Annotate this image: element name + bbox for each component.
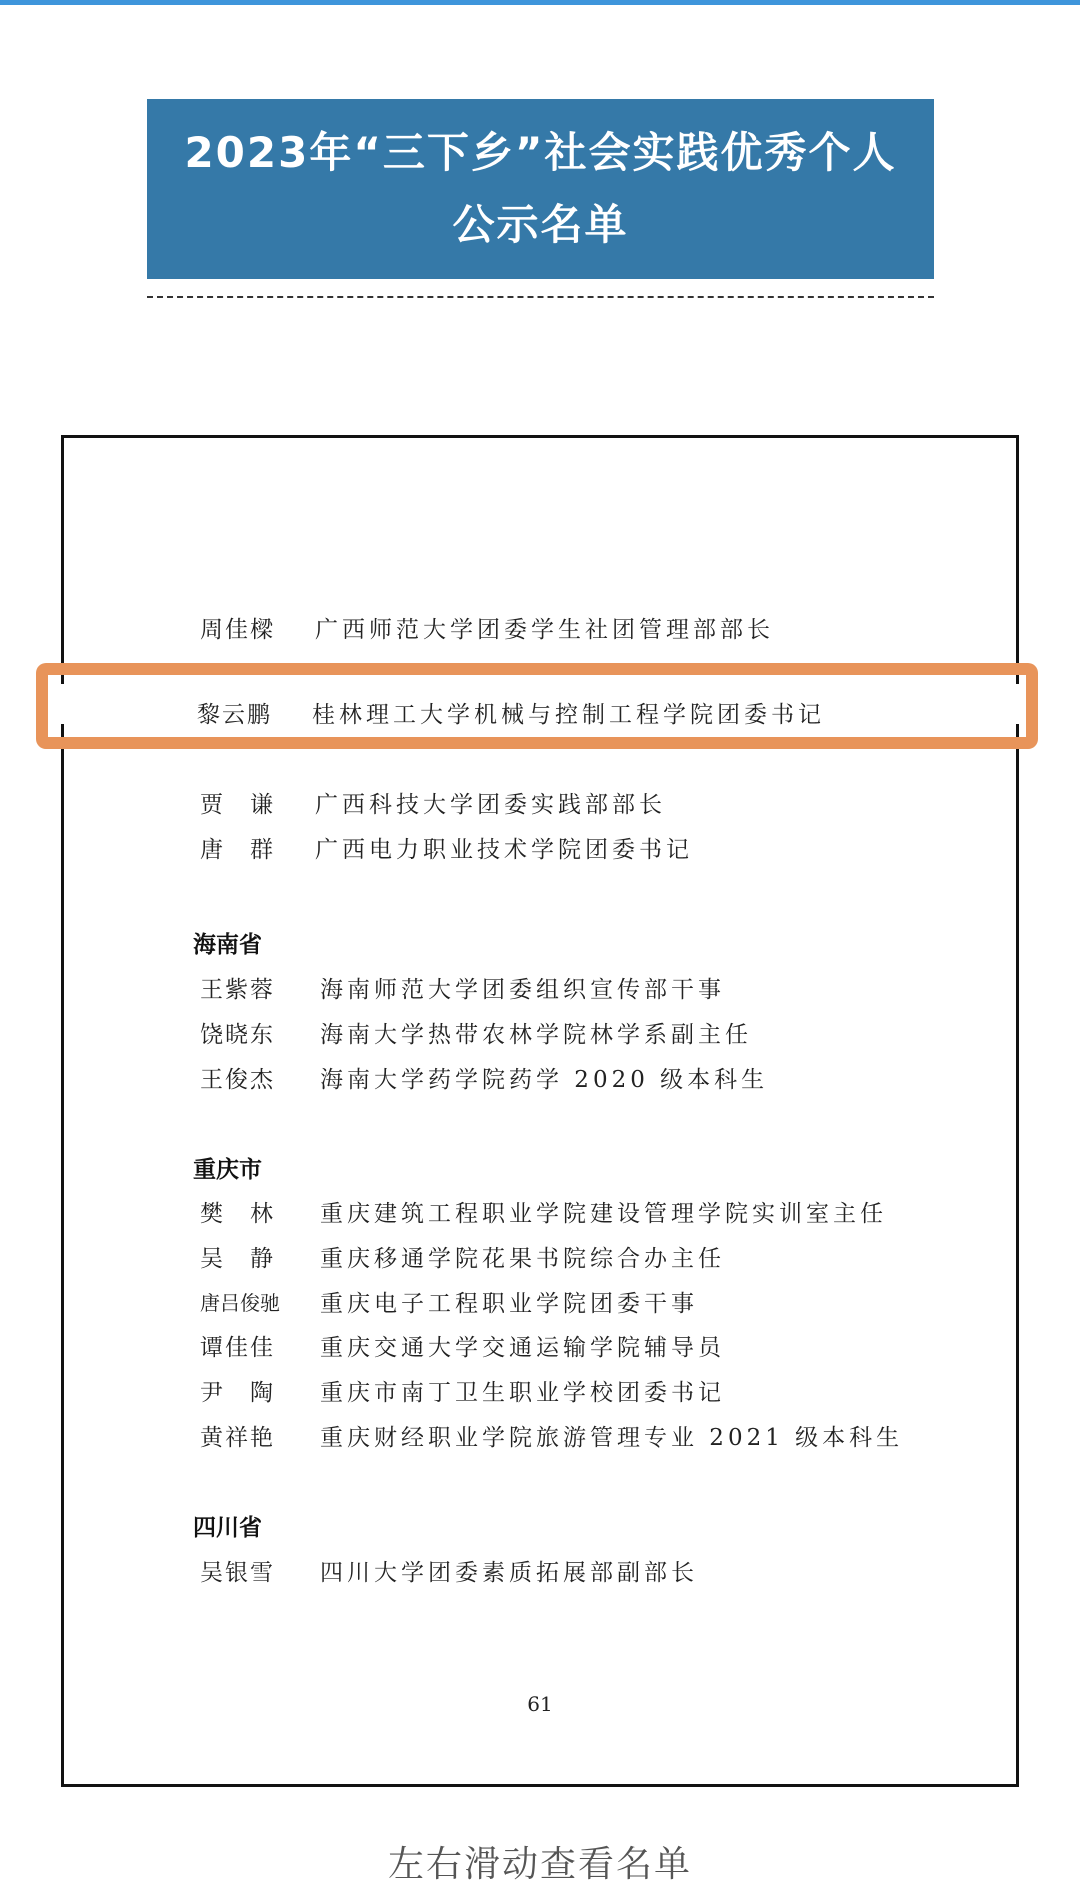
person-name: 尹 陶 [200,1380,275,1406]
person-title: 海南师范大学团委组织宣传部干事 [320,977,725,1003]
person-name: 周佳樑 [200,617,275,643]
person-title: 重庆建筑工程职业学院建设管理学院实训室主任 [320,1201,887,1227]
person-title: 重庆财经职业学院旅游管理专业 2021 级本科生 [320,1425,904,1451]
person-title: 广西师范大学团委学生社团管理部部长 [315,617,774,643]
person-title: 广西电力职业技术学院团委书记 [315,837,693,863]
person-name: 饶晓东 [200,1022,275,1048]
person-name: 谭佳佳 [200,1335,275,1361]
page-number: 61 [527,1692,553,1716]
person-title: 海南大学药学院药学 2020 级本科生 [320,1067,769,1093]
highlight-frame [36,663,1038,749]
person-title: 海南大学热带农林学院林学系副主任 [320,1022,752,1048]
person-title: 重庆电子工程职业学院团委干事 [320,1291,698,1317]
person-title: 重庆交通大学交通运输学院辅导员 [320,1335,725,1361]
province-heading: 四川省 [193,1515,262,1541]
person-title: 桂林理工大学机械与控制工程学院团委书记 [312,702,825,728]
province-heading: 重庆市 [193,1157,262,1183]
person-title: 重庆市南丁卫生职业学校团委书记 [320,1380,725,1406]
title-banner [147,99,934,279]
person-name: 王俊杰 [200,1067,275,1093]
person-title: 广西科技大学团委实践部部长 [315,792,666,818]
top-accent-line [0,0,1080,5]
document-page[interactable] [61,435,1019,1787]
person-name: 唐 群 [200,837,275,863]
person-name: 樊 林 [200,1201,275,1227]
person-name: 黄祥艳 [200,1425,275,1451]
dashed-divider [147,296,934,298]
page-title-line-1: 2023年“三下乡”社会实践优秀个人 [184,128,897,177]
province-heading: 海南省 [193,932,262,958]
person-name: 黎云鹏 [197,702,272,728]
person-name: 吴银雪 [200,1560,275,1586]
person-title: 重庆移通学院花果书院综合办主任 [320,1246,725,1272]
person-name: 唐吕俊驰 [200,1291,280,1315]
page-title-line-2: 公示名单 [452,200,629,249]
swipe-hint: 左右滑动查看名单 [387,1844,692,1885]
person-name: 贾 谦 [200,792,275,818]
person-name: 王紫蓉 [200,977,275,1003]
person-name: 吴 静 [200,1246,275,1272]
person-title: 四川大学团委素质拓展部副部长 [320,1560,698,1586]
